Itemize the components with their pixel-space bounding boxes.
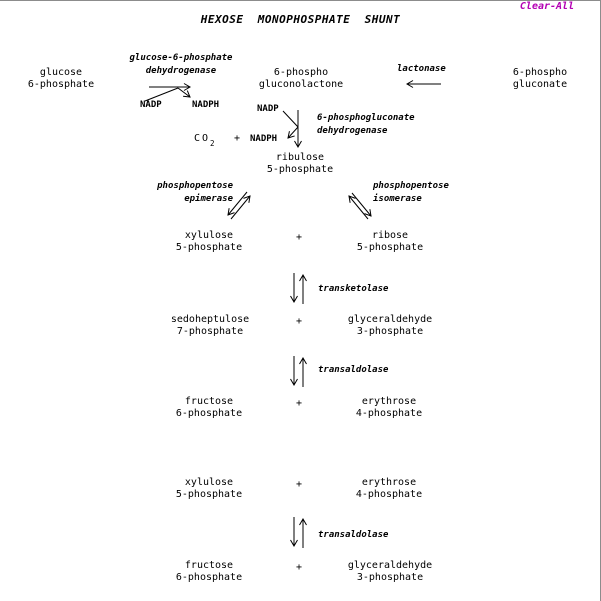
plus-1: +: [295, 232, 303, 243]
compound-ribulose-5-phosphate: ribulose 5-phosphate: [266, 152, 334, 175]
compound-ribose-5-phosphate: ribose 5-phosphate: [356, 230, 424, 253]
clear-all-button[interactable]: Clear-All: [519, 1, 575, 12]
compound-erythrose-4-phosphate-a: erythrose 4-phosphate: [355, 396, 423, 419]
plus-3: +: [295, 398, 303, 409]
compound-xylulose-5-phosphate-b: xylulose 5-phosphate: [175, 477, 243, 500]
arrow-pg-dehydrogenase: [283, 110, 298, 147]
arrow-g6p-dehydrogenase: [145, 87, 190, 101]
compound-xylulose-5-phosphate-a: xylulose 5-phosphate: [175, 230, 243, 253]
enzyme-g6p-dehydrogenase: glucose-6-phosphate dehydrogenase: [129, 53, 233, 76]
compound-erythrose-4-phosphate-b: erythrose 4-phosphate: [355, 477, 423, 500]
arrow-isomerase-reversible: [349, 193, 371, 219]
compound-fructose-6-phosphate-a: fructose 6-phosphate: [175, 396, 243, 419]
plus-co2: +: [233, 133, 241, 144]
co2-label: $CO_2$: [194, 133, 215, 148]
compound-fructose-6-phosphate-b: fructose 6-phosphate: [175, 560, 243, 583]
cofactor-nadph-2: NADPH: [250, 134, 278, 144]
cofactor-nadph-1: NADPH: [192, 100, 220, 110]
arrow-transaldolase-2-reversible: [294, 517, 303, 548]
plus-5: +: [295, 562, 303, 573]
enzyme-transketolase: transketolase: [318, 284, 389, 294]
enzyme-phosphopentose-isomerase: phosphopentose isomerase: [373, 181, 449, 204]
compound-6-phosphogluconolactone: 6-phospho gluconolactone: [258, 67, 344, 90]
arrow-transketolase-reversible: [294, 273, 303, 304]
compound-glyceraldehyde-3-phosphate-a: glyceraldehyde 3-phosphate: [347, 314, 433, 337]
compound-6-phosphogluconate: 6-phospho gluconate: [512, 67, 568, 90]
plus-2: +: [295, 316, 303, 327]
arrow-transaldolase-1-reversible: [294, 356, 303, 387]
plus-4: +: [295, 479, 303, 490]
enzyme-transaldolase-2: transaldolase: [318, 530, 389, 540]
cofactor-nadp-1: NADP: [140, 100, 162, 110]
enzyme-phosphopentose-epimerase: phosphopentose epimerase: [157, 181, 233, 204]
compound-glucose-6-phosphate: glucose 6-phosphate: [27, 67, 95, 90]
compound-sedoheptulose-7-phosphate: sedoheptulose 7-phosphate: [170, 314, 250, 337]
enzyme-pg-dehydrogenase: 6-phosphogluconate dehydrogenase: [317, 113, 415, 136]
page-title: HEXOSE MONOPHOSPHATE SHUNT: [200, 13, 401, 26]
cofactor-nadp-2: NADP: [257, 104, 279, 114]
enzyme-lactonase: lactonase: [397, 64, 446, 74]
compound-glyceraldehyde-3-phosphate-b: glyceraldehyde 3-phosphate: [347, 560, 433, 583]
enzyme-transaldolase-1: transaldolase: [318, 365, 389, 375]
co2-subscript: 2: [210, 139, 215, 148]
